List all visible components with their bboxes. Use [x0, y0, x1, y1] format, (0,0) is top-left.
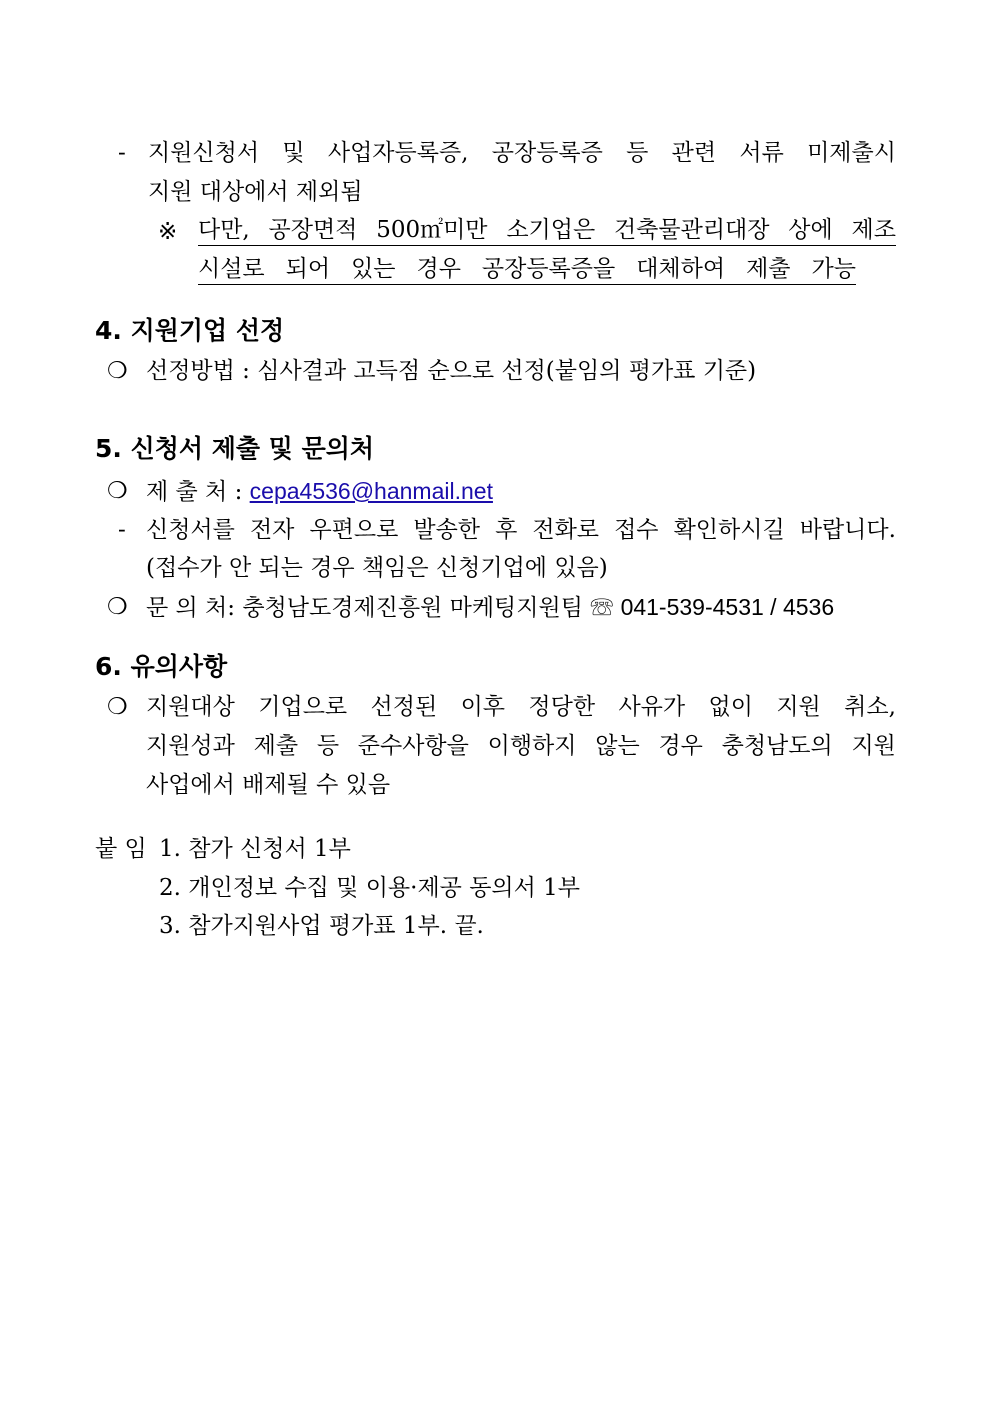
factory-area-note-line-1 [198, 215, 896, 246]
word: 대체하여 [636, 256, 726, 282]
word: 경우 [416, 256, 461, 282]
word: 전화로 [532, 517, 600, 543]
word: 우편으로 [309, 517, 399, 543]
word: 제출 [746, 256, 791, 282]
word: 확인하시길 [673, 517, 785, 543]
word: 신청서를 [146, 517, 235, 543]
bullet-icon: ❍ [107, 478, 128, 504]
attachment-item: 1. 참가 신청서 1부 [159, 836, 351, 862]
eligibility-dash: - [118, 140, 126, 166]
word: 않는 [595, 733, 640, 759]
attachments-label: 붙 임 [95, 836, 147, 862]
submission-label: 제 출 처 : [146, 479, 243, 505]
word: 서류 [739, 140, 784, 166]
word: 및 [282, 140, 305, 166]
note-dash: - [118, 517, 126, 543]
word: 이행하지 [487, 733, 577, 759]
word: 관련 [671, 140, 717, 166]
word: 충청남도의 [721, 733, 833, 759]
word: 등 [316, 733, 340, 759]
section-4-heading: 4. 지원기업 선정 [95, 316, 285, 345]
word: 사업자등록증, [327, 140, 469, 166]
submission-row [146, 476, 493, 507]
word: 상에 [788, 217, 833, 243]
word: 취소, [844, 694, 896, 720]
word: 지원대상 [146, 694, 235, 720]
word: 있는 [351, 256, 396, 282]
word: 없이 [708, 694, 753, 720]
word: 건축물관리대장 [613, 217, 770, 243]
word: 지원 [851, 733, 896, 759]
section-5-heading: 5. 신청서 제출 및 문의처 [95, 434, 375, 463]
bullet-icon: ❍ [107, 358, 128, 384]
word: 되어 [285, 256, 331, 282]
bullet-icon: ❍ [107, 594, 128, 620]
word: 제출 [253, 733, 299, 759]
word: 바랍니다. [799, 517, 896, 543]
word: 사유가 [618, 694, 686, 720]
word: 선정된 [370, 694, 438, 720]
submission-email-link[interactable]: cepa4536@hanmail.net [249, 478, 493, 504]
contact-label: 문 의 처: [146, 595, 236, 621]
reference-mark: ※ [158, 219, 178, 245]
word: 미제출시 [807, 140, 896, 166]
word: 전자 [249, 517, 295, 543]
contact-phone: 041-539-4531 / 4536 [620, 594, 835, 620]
section-6-heading: 6. 유의사항 [95, 652, 228, 681]
word: 지원 [776, 694, 821, 720]
word: 제조 [851, 217, 896, 243]
contact-row [146, 592, 834, 623]
contact-org: 충청남도경제진흥원 마케팅지원팀 [242, 595, 583, 621]
word: 소기업은 [506, 217, 596, 243]
word: 다만, [198, 217, 250, 243]
word: 경우 [658, 733, 703, 759]
email-note-line-1 [146, 515, 896, 545]
email-note-line-2: (접수가 안 되는 경우 책임은 신청기업에 있음) [146, 555, 608, 581]
word: 정당한 [528, 694, 596, 720]
word: 발송한 [413, 517, 481, 543]
phone-icon: ☏ [590, 595, 614, 621]
word: 기업으로 [258, 694, 348, 720]
caution-line-2 [146, 731, 896, 761]
eligibility-text-line-2: 지원 대상에서 제외됨 [148, 179, 363, 205]
word: 접수 [614, 517, 659, 543]
word: 지원신청서 [148, 140, 260, 166]
word: 공장면적 [268, 217, 358, 243]
word: 가능 [811, 256, 856, 282]
caution-line-1 [146, 692, 896, 722]
attachment-item: 2. 개인정보 수집 및 이용·제공 동의서 1부 [159, 875, 581, 901]
caution-line-3: 사업에서 배제될 수 있음 [146, 772, 391, 798]
word: 등 [626, 140, 649, 166]
word: 이후 [460, 694, 506, 720]
word: 500㎡미만 [376, 217, 488, 243]
bullet-icon: ❍ [107, 694, 128, 720]
word: 공장등록증을 [481, 256, 616, 282]
word: 지원성과 [146, 733, 235, 759]
selection-method: 선정방법 : 심사결과 고득점 순으로 선정(붙임의 평가표 기준) [146, 358, 757, 384]
eligibility-text-line-1 [148, 138, 896, 168]
word: 공장등록증 [491, 140, 603, 166]
factory-area-note-line-2 [198, 254, 856, 285]
attachment-item: 3. 참가지원사업 평가표 1부. 끝. [159, 913, 484, 939]
word: 후 [495, 517, 518, 543]
word: 시설로 [198, 256, 265, 282]
word: 준수사항을 [357, 733, 469, 759]
